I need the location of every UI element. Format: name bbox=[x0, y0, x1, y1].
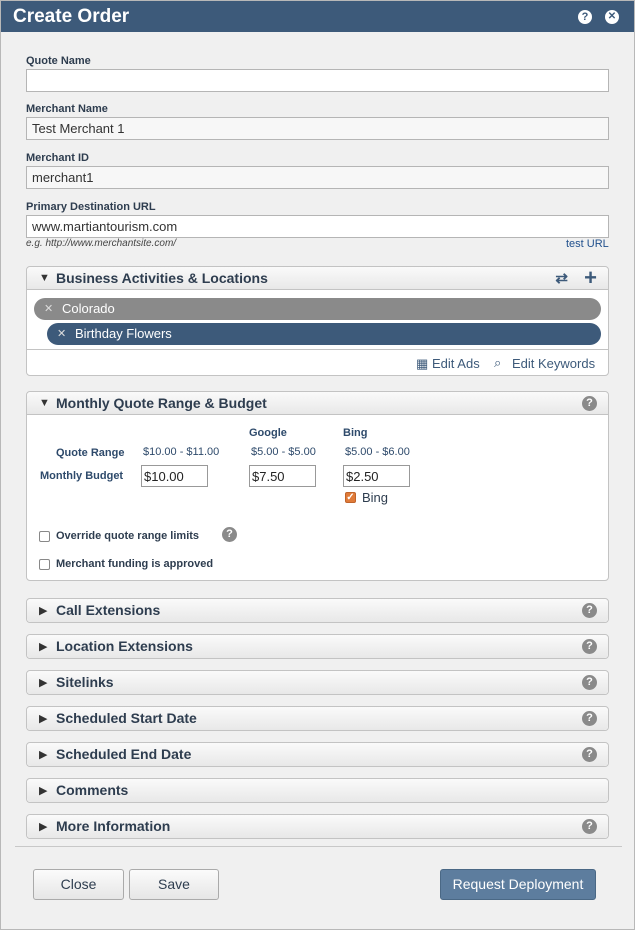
location-extensions-panel[interactable] bbox=[26, 634, 609, 659]
close-button[interactable]: Close bbox=[33, 869, 124, 900]
footer-divider bbox=[15, 846, 622, 847]
expanded-arrow-icon: ▼ bbox=[39, 397, 50, 409]
business-activities-panel bbox=[26, 266, 609, 376]
collapsed-arrow-icon: ▶ bbox=[39, 605, 48, 617]
bing-checkbox[interactable]: ✓ bbox=[346, 492, 355, 503]
monthly-budget-label: Monthly Budget bbox=[40, 470, 124, 482]
help-icon[interactable]: ? bbox=[582, 711, 597, 726]
collapsed-arrow-icon: ▶ bbox=[39, 677, 48, 689]
call-extensions-header[interactable] bbox=[27, 599, 608, 622]
edit-ads-icon: ▦ bbox=[416, 356, 429, 371]
scheduled-end-panel[interactable] bbox=[26, 742, 609, 767]
quote-name-label: Quote Name bbox=[26, 55, 91, 67]
bing-column-header: Bing bbox=[343, 427, 368, 439]
section-title: Sitelinks bbox=[56, 674, 114, 690]
quote-range-bing: $5.00 - $6.00 bbox=[345, 446, 410, 458]
budget-google-input[interactable] bbox=[249, 465, 316, 487]
funding-checkbox[interactable] bbox=[39, 559, 50, 570]
override-label: Override quote range limits bbox=[56, 530, 200, 542]
comments-panel[interactable] bbox=[26, 778, 609, 803]
help-icon[interactable]: ? bbox=[582, 747, 597, 762]
collapsed-arrow-icon: ▶ bbox=[39, 713, 48, 725]
merchant-id-input[interactable] bbox=[26, 166, 609, 189]
dialog-titlebar bbox=[1, 1, 634, 32]
budget-total-input[interactable] bbox=[141, 465, 208, 487]
edit-keywords-link[interactable]: Edit Keywords bbox=[512, 356, 596, 371]
quote-range-google: $5.00 - $5.00 bbox=[251, 446, 316, 458]
remove-tag-icon[interactable]: ✕ bbox=[44, 303, 54, 315]
collapsed-arrow-icon: ▶ bbox=[39, 785, 48, 797]
section-title: More Information bbox=[56, 818, 171, 834]
tag-activity bbox=[47, 323, 601, 345]
scheduled-start-header[interactable] bbox=[27, 707, 608, 730]
help-icon[interactable]: ? bbox=[582, 819, 597, 834]
quote-range-total: $10.00 - $11.00 bbox=[143, 446, 220, 458]
business-activities-header[interactable] bbox=[27, 267, 608, 290]
save-button[interactable]: Save bbox=[129, 869, 219, 900]
section-title: Scheduled End Date bbox=[56, 746, 192, 762]
refresh-icon[interactable]: ⇄ bbox=[555, 270, 568, 287]
business-activities-title: Business Activities & Locations bbox=[56, 270, 268, 286]
scheduled-start-panel[interactable] bbox=[26, 706, 609, 731]
test-url-link[interactable]: test URL bbox=[566, 238, 609, 250]
section-title: Location Extensions bbox=[56, 638, 193, 654]
add-icon[interactable]: + bbox=[584, 265, 597, 290]
collapsed-arrow-icon: ▶ bbox=[39, 821, 48, 833]
tag-container bbox=[27, 292, 608, 350]
monthly-quote-title: Monthly Quote Range & Budget bbox=[56, 395, 267, 411]
close-icon[interactable]: ✕ bbox=[605, 10, 619, 24]
tag-label: Birthday Flowers bbox=[75, 326, 172, 341]
expanded-arrow-icon: ▼ bbox=[39, 272, 50, 284]
section-title: Comments bbox=[56, 782, 129, 798]
search-icon: ⌕ bbox=[494, 355, 502, 370]
tag-location bbox=[34, 298, 601, 320]
primary-url-input[interactable] bbox=[26, 215, 609, 238]
override-checkbox[interactable] bbox=[39, 531, 50, 542]
collapsed-arrow-icon: ▶ bbox=[39, 749, 48, 761]
chat-help-icon[interactable]: ? bbox=[578, 10, 592, 24]
section-title: Call Extensions bbox=[56, 602, 161, 618]
tag-label: Colorado bbox=[62, 301, 115, 316]
monthly-quote-panel bbox=[26, 391, 609, 581]
help-icon[interactable]: ? bbox=[582, 639, 597, 654]
google-column-header: Google bbox=[249, 427, 287, 439]
funding-label: Merchant funding is approved bbox=[56, 558, 214, 570]
primary-url-hint: e.g. http://www.merchantsite.com/ bbox=[26, 238, 177, 249]
quote-range-label: Quote Range bbox=[56, 447, 125, 459]
help-icon[interactable]: ? bbox=[582, 396, 597, 411]
comments-header[interactable] bbox=[27, 779, 608, 802]
budget-bing-input[interactable] bbox=[343, 465, 410, 487]
dialog-title: Create Order bbox=[13, 6, 130, 27]
request-deployment-button[interactable]: Request Deployment bbox=[440, 869, 596, 900]
help-icon[interactable]: ? bbox=[582, 675, 597, 690]
merchant-name-label: Merchant Name bbox=[26, 103, 108, 115]
more-information-panel[interactable] bbox=[26, 814, 609, 839]
more-information-header[interactable] bbox=[27, 815, 608, 838]
location-extensions-header[interactable] bbox=[27, 635, 608, 658]
help-icon[interactable]: ? bbox=[582, 603, 597, 618]
remove-tag-icon[interactable]: ✕ bbox=[57, 328, 67, 340]
merchant-id-label: Merchant ID bbox=[26, 152, 89, 164]
sitelinks-panel[interactable] bbox=[26, 670, 609, 695]
scheduled-end-header[interactable] bbox=[27, 743, 608, 766]
call-extensions-panel[interactable] bbox=[26, 598, 609, 623]
collapsed-arrow-icon: ▶ bbox=[39, 641, 48, 653]
monthly-quote-header[interactable] bbox=[27, 392, 608, 415]
edit-ads-link[interactable]: Edit Ads bbox=[432, 356, 480, 371]
section-title: Scheduled Start Date bbox=[56, 710, 197, 726]
merchant-name-input[interactable] bbox=[26, 117, 609, 140]
override-help-icon[interactable]: ? bbox=[222, 527, 237, 542]
bing-checkbox-label: Bing bbox=[362, 490, 389, 505]
sitelinks-header[interactable] bbox=[27, 671, 608, 694]
quote-name-input[interactable] bbox=[26, 69, 609, 92]
primary-url-label: Primary Destination URL bbox=[26, 201, 156, 213]
